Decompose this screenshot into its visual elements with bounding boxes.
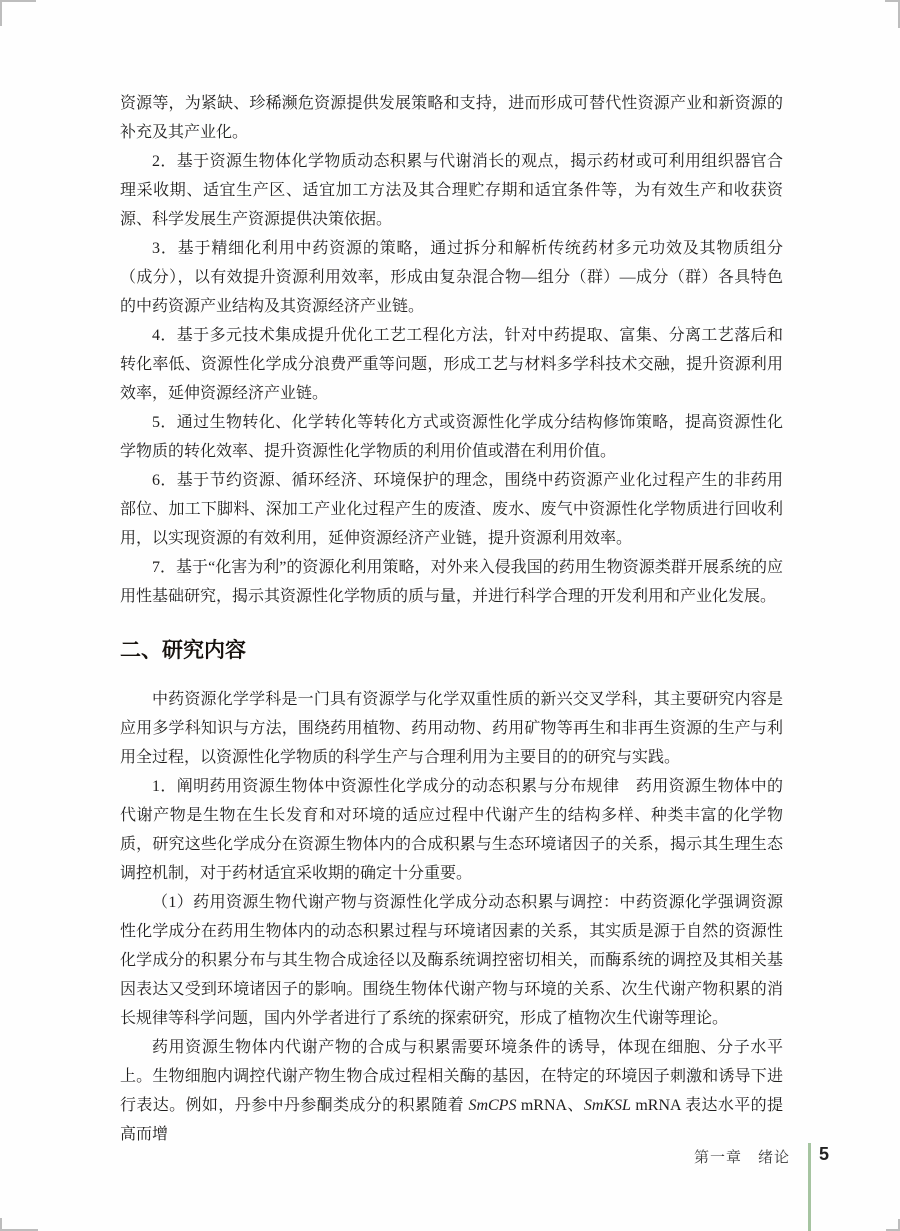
text-segment: 中药资源化学学科是一门具有资源学与化学双重性质的新兴交叉学科，其主要研究内容是应用多学科知识与方法，围绕药用植物、药用动物、药用矿物等再生和非再生资源的生产与利用全过程，以资源性化学物质的科学生产与合理利用为主要目的的研究与实践。 (120, 691, 783, 766)
crop-mark-top-left (0, 0, 36, 26)
paragraph (120, 147, 783, 234)
text-segment: mRNA 表达水平的提高而增 (120, 1097, 783, 1143)
paragraph (120, 553, 783, 611)
crop-mark-top-right (885, 0, 900, 28)
page-footer (0, 1143, 900, 1231)
text-segment: 4．基于多元技术集成提升优化工艺工程化方法，针对中药提取、富集、分离工艺落后和转化率低、资源性化学成分浪费严重等问题，形成工艺与材料多学科技术交融，提升资源利用效率，延伸资源经济产业链。 (120, 327, 783, 402)
text-segment: 资源等，为紧缺、珍稀濒危资源提供发展策略和支持，进而形成可替代性资源产业和新资源的补充及其产业化。 (120, 95, 783, 141)
text-segment: 1．阐明药用资源生物体中资源性化学成分的动态积累与分布规律 药用资源生物体中的代谢产物是生物在生长发育和对环境的适应过程中代谢产生的结构多样、种类丰富的化学物质，研究这些化学成分在资源生物体内的合成积累与生态环境诸因子的关系，揭示其生理生态调控机制，对于药材适宜采收期的确定十分重要。 (120, 778, 783, 882)
paragraph (120, 1033, 783, 1149)
paragraph (120, 321, 783, 408)
paragraph (120, 466, 783, 553)
paragraph (120, 685, 783, 772)
text-segment: mRNA、 (516, 1097, 584, 1114)
text-segment: 2．基于资源生物体化学物质动态积累与代谢消长的观点，揭示药材或可利用组织器官合理采收期、适宜生产区、适宜加工方法及其合理贮存期和适宜条件等，为有效生产和收获资源、科学发展生产资源提供决策依据。 (120, 153, 783, 228)
text-segment: 7．基于“化害为利”的资源化利用策略，对外来入侵我国的药用生物资源类群开展系统的应用性基础研究，揭示其资源性化学物质的质与量，并进行科学合理的开发利用和产业化发展。 (120, 559, 783, 605)
paragraph (120, 408, 783, 466)
page-content (120, 89, 783, 1149)
paragraph (120, 772, 783, 888)
text-segment: 6．基于节约资源、循环经济、环境保护的理念，围绕中药资源产业化过程产生的非药用部位、加工下脚料、深加工产业化过程产生的废渣、废水、废气中资源性化学物质进行回收利用，以实现资源的有效利用，延伸资源经济产业链，提升资源利用效率。 (120, 472, 783, 547)
gene-name-italic: SmKSL (583, 1097, 631, 1114)
paragraph (120, 888, 783, 1033)
text-segment: （1）药用资源生物代谢产物与资源性化学成分动态积累与调控：中药资源化学强调资源性化学成分在药用生物体内的动态积累过程与环境诸因素的关系，其实质是源于自然的资源性化学成分的积累分布与其生物合成途径以及酶系统调控密切相关，而酶系统的调控及其相关基因表达又受到环境诸因子的影响。围绕生物体代谢产物与环境的关系、次生代谢产物积累的消长规律等科学问题，国内外学者进行了系统的探索研究，形成了植物次生代谢等理论。 (120, 894, 783, 1027)
paragraph (120, 234, 783, 321)
page-number: 5 (819, 1144, 830, 1164)
gene-name-italic: SmCPS (468, 1097, 517, 1114)
footer-divider-rule (808, 1143, 811, 1231)
paragraph (120, 89, 783, 147)
text-segment: 3．基于精细化利用中药资源的策略，通过拆分和解析传统药材多元功效及其物质组分（成分），以有效提升资源利用效率，形成由复杂混合物—组分（群）—成分（群）各具特色的中药资源产业结构及其资源经济产业链。 (120, 240, 783, 315)
section-heading: 二、研究内容 (120, 638, 246, 662)
running-footer-chapter: 第一章 绪论 (693, 1150, 790, 1166)
text-segment: 药用资源生物体内代谢产物的合成与积累需要环境条件的诱导，体现在细胞、分子水平上。生物细胞内调控代谢产物生物合成过程相关酶的基因，在特定的环境因子刺激和诱导下进行表达。例如，丹参中丹参酮类成分的积累随着 (120, 1039, 783, 1114)
text-segment: 5．通过生物转化、化学转化等转化方式或资源性化学成分结构修饰策略，提高资源性化学物质的转化效率、提升资源性化学物质的利用价值或潜在利用价值。 (120, 414, 783, 460)
